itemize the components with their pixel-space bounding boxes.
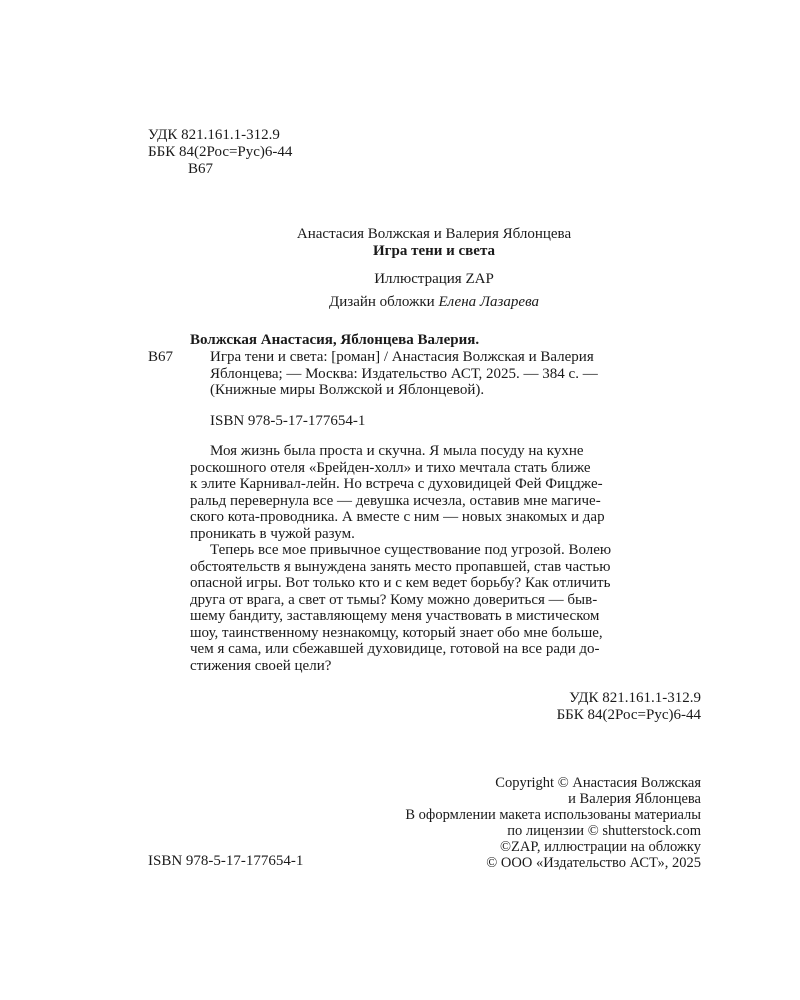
copyright-block: [405, 775, 701, 871]
bibliographic-record: [148, 332, 701, 430]
copyright-line: ©ZAP, иллюстрации на обложку: [500, 839, 701, 855]
copyright-line: и Валерия Яблонцева: [568, 791, 701, 807]
author-mark: В67: [188, 161, 214, 177]
bib-line: Яблонцева; — Москва: Издательство АСТ, 2025. — 384 с. —: [210, 365, 598, 382]
text-line: шему бандиту, заставляющему меня участвовать в мистическом: [190, 608, 600, 624]
text-line: шоу, таинственному незнакомцу, который знает обо мне больше,: [190, 624, 603, 641]
text-line: ского кота-проводника. А вместе с ним — новых знакомых и дар: [190, 509, 605, 525]
text-line: стижения своей цели?: [190, 657, 332, 674]
copyright-line: В оформлении макета использованы материалы: [405, 807, 701, 823]
bib-code: В67: [148, 349, 174, 365]
footer-udk: УДК 821.161.1-312.9: [569, 690, 701, 706]
text-line: обстоятельств я вынуждена занять место пропавшей, став частью: [190, 558, 611, 575]
bib-line: Игра тени и света: [роман] / Анастасия Волжская и Валерия: [210, 349, 594, 365]
copyright-line: © ООО «Издательство АСТ», 2025: [486, 855, 701, 871]
udk-code: УДК 821.161.1-312.9: [148, 127, 280, 143]
credits-block: [0, 226, 800, 311]
text-line: проникать в чужой разум.: [190, 525, 355, 542]
annotation-paragraph-1: [190, 443, 701, 542]
copyright-line: Copyright © Анастасия Волжская: [495, 775, 701, 791]
bib-isbn: ISBN 978-5-17-177654-1: [210, 412, 366, 429]
text-line: друга от врага, а свет от тьмы? Кому можно довериться — быв-: [190, 591, 598, 608]
authors: Анастасия Волжская и Валерия Яблонцева: [296, 226, 572, 242]
footer-bbk: ББК 84(2Рос=Рус)6-44: [556, 707, 701, 723]
copyright-line: по лицензии © shutterstock.com: [507, 823, 701, 839]
cover-designer: Елена Лазарева: [438, 294, 539, 310]
bib-description: [148, 349, 701, 399]
footer-isbn: ISBN 978-5-17-177654-1: [148, 853, 304, 869]
text-line: Теперь все мое привычное существование под угрозой. Волею: [210, 542, 612, 558]
text-line: к элите Карнивал-лейн. Но встреча с духовидицей Фей Фицдже-: [190, 476, 603, 492]
illustration-credit: Иллюстрация ZAP: [374, 271, 494, 287]
text-line: чем я сама, или сбежавшей духовидице, готовой на все ради до-: [190, 641, 600, 657]
text-line: Моя жизнь была проста и скучна. Я мыла посуду на кухне: [210, 443, 584, 459]
text-line: роскошного отеля «Брейден-холл» и тихо мечтала стать ближе: [190, 459, 591, 476]
cover-design-credit: [0, 294, 800, 311]
text-line: опасной игры. Вот только кто и с кем ведет борьбу? Как отличить: [190, 575, 611, 591]
bib-heading: Волжская Анастасия, Яблонцева Валерия.: [190, 332, 480, 348]
annotation-paragraph-2: [190, 542, 701, 674]
cover-design-label: Дизайн обложки: [329, 294, 435, 310]
bib-line: (Книжные миры Волжской и Яблонцевой).: [210, 382, 485, 398]
text-line: ральд перевернула все — девушка исчезла, оставив мне магиче-: [190, 492, 601, 509]
footer-classification: [557, 690, 701, 724]
classification-block: [148, 127, 292, 178]
annotation: [190, 443, 701, 674]
bbk-code: ББК 84(2Рос=Рус)6-44: [148, 144, 293, 160]
book-title: Игра тени и света: [373, 243, 495, 259]
